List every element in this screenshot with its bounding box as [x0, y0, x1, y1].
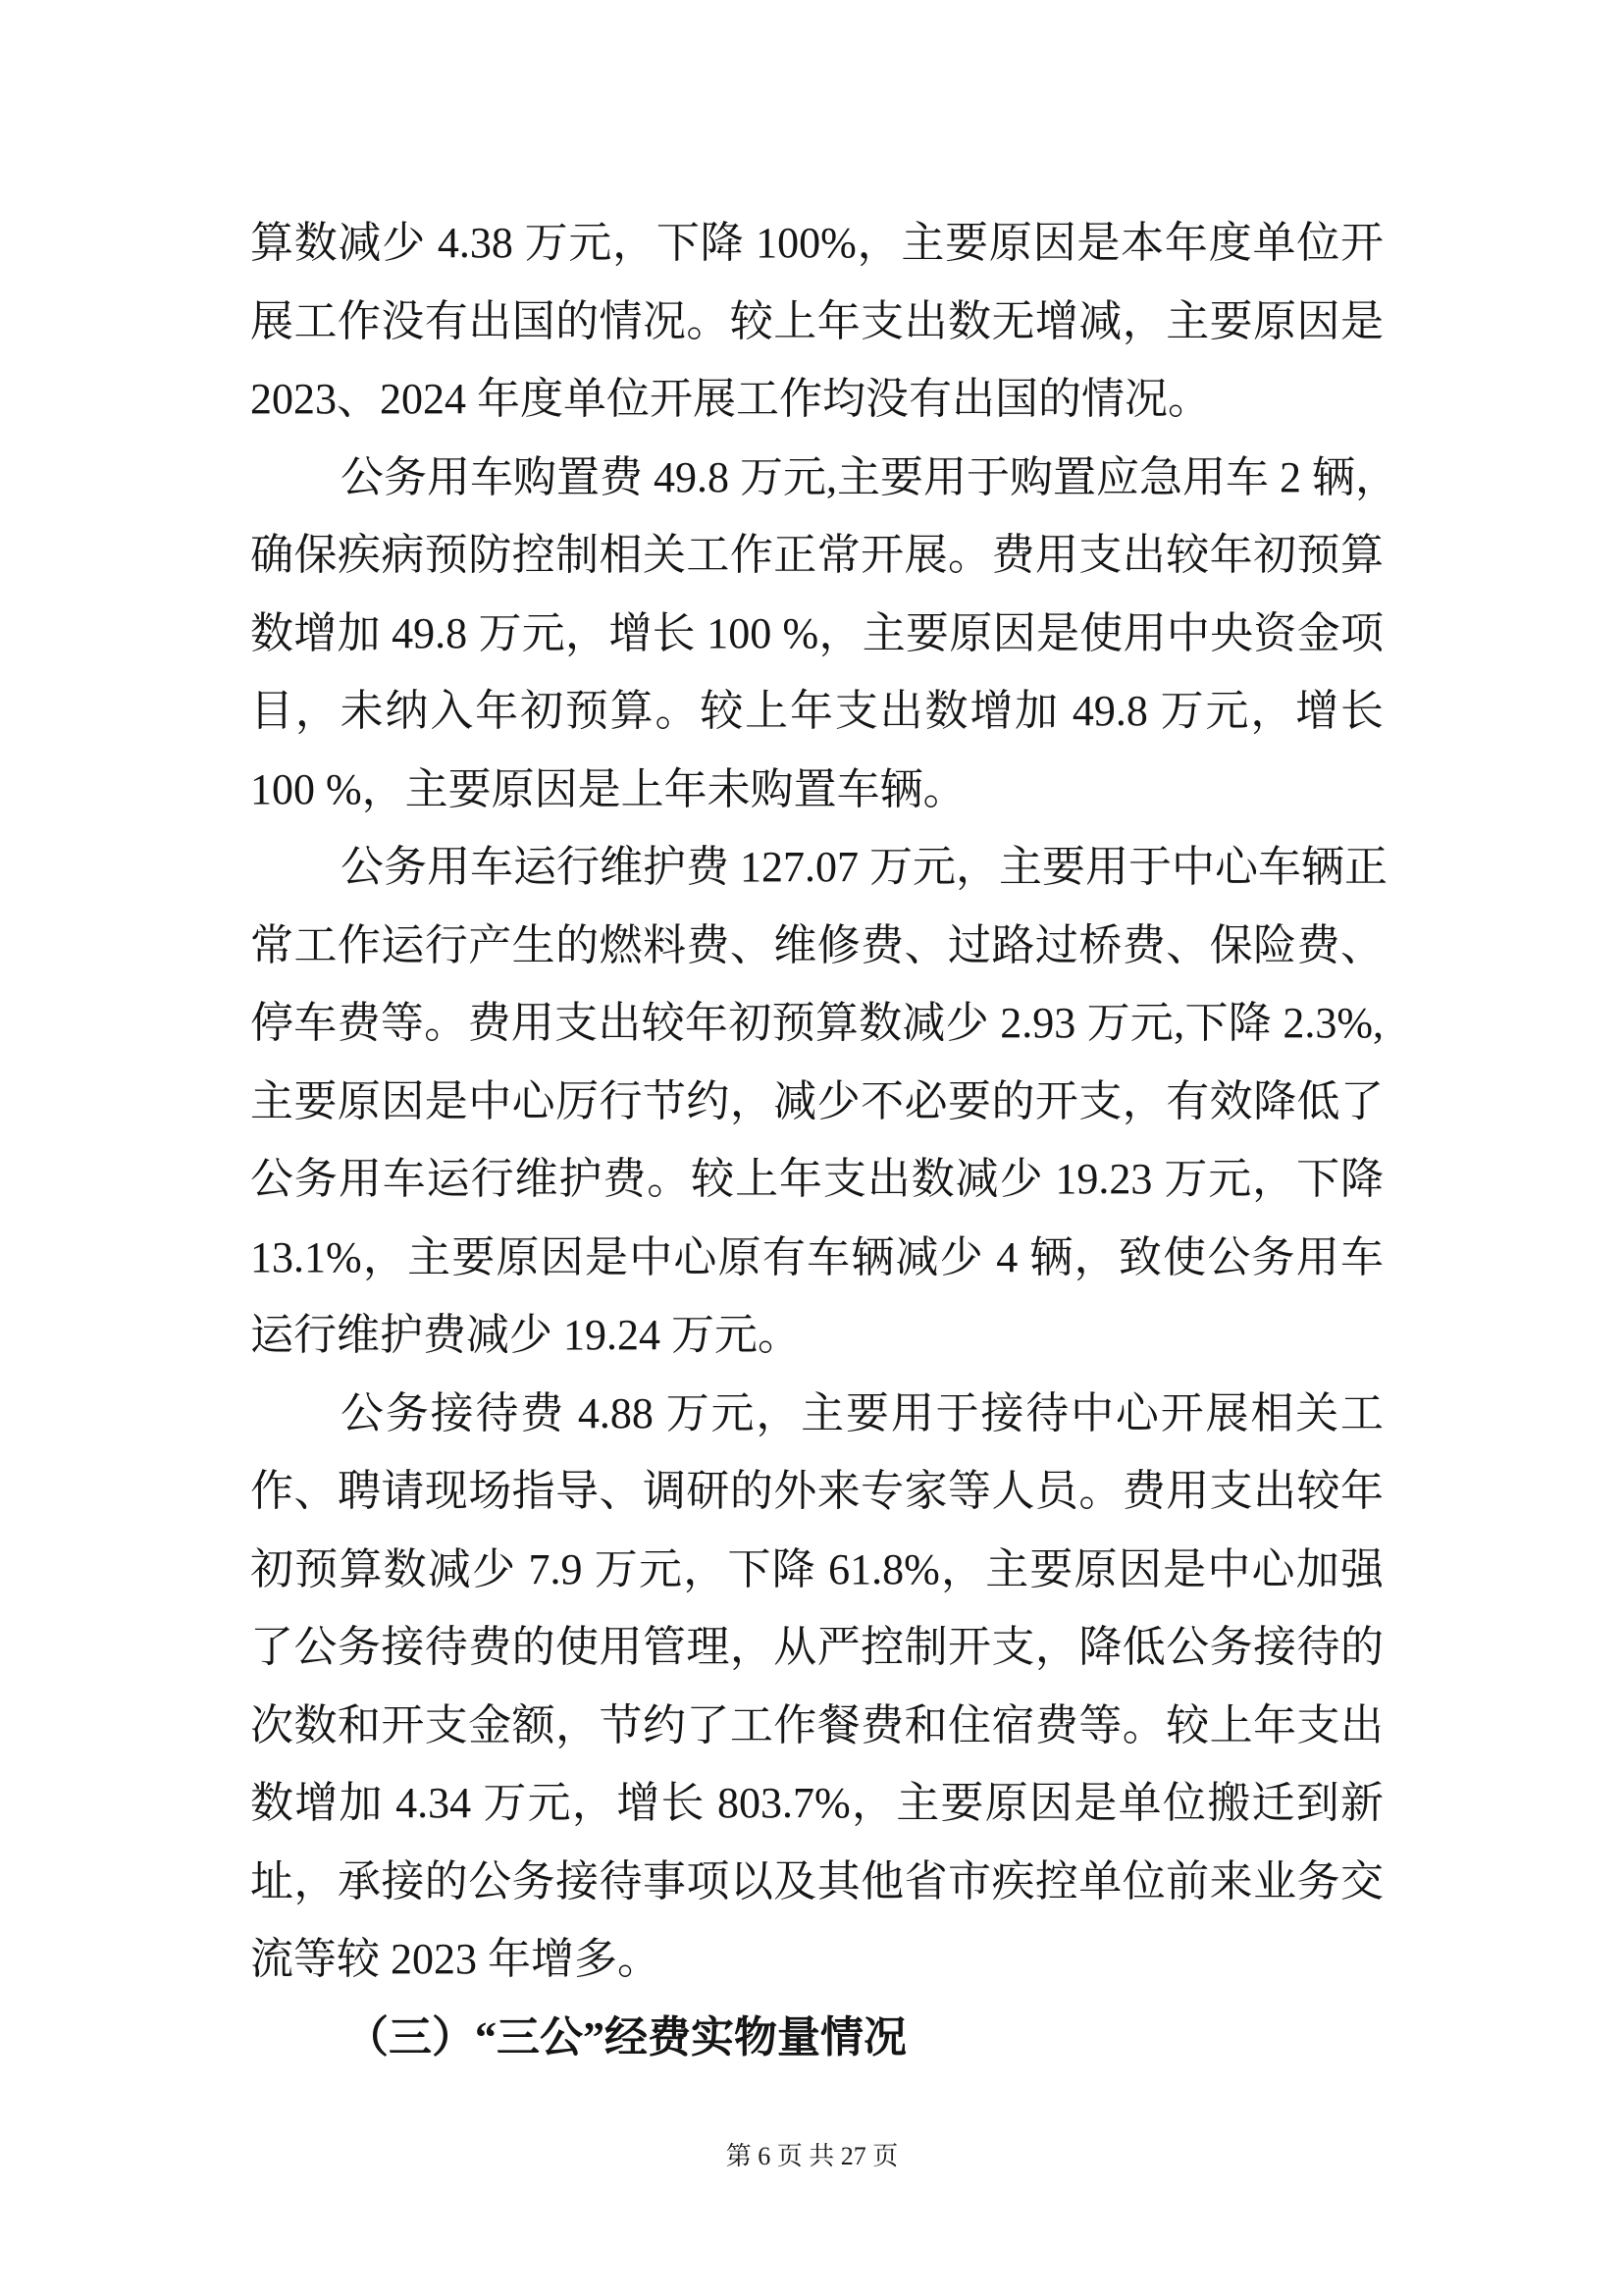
text-line: 址，承接的公务接待事项以及其他省市疾控单位前来业务交	[250, 1856, 1384, 1905]
text-line: 100 %，主要原因是上年未购置车辆。	[250, 764, 967, 813]
text-line: 停车费等。费用支出较年初预算数减少 2.93 万元,下降 2.3%,	[250, 999, 1384, 1047]
text-line: 常工作运行产生的燃料费、维修费、过路过桥费、保险费、	[250, 920, 1384, 969]
text-line: 2023、2024 年度单位开展工作均没有出国的情况。	[250, 375, 1211, 423]
paragraph-vehicle-purchase	[250, 439, 1398, 829]
text-line: 展工作没有出国的情况。较上年支出数无增减，主要原因是	[250, 296, 1384, 345]
paragraph-vehicle-operation	[250, 828, 1388, 1375]
text-line: 初预算数减少 7.9 万元，下降 61.8%，主要原因是中心加强	[250, 1544, 1384, 1593]
page-footer: 第 6 页 共 27 页	[725, 2142, 899, 2170]
text-line: 流等较 2023 年增多。	[250, 1935, 660, 1983]
section-heading: （三）“三公”经费实物量情况	[345, 2012, 907, 2061]
text-line: 公务用车购置费 49.8 万元,主要用于购置应急用车 2 辆，	[341, 452, 1398, 501]
text-line: 公务用车运行维护费 127.07 万元，主要用于中心车辆正	[341, 843, 1388, 891]
paragraph-outbound-travel-continued	[250, 204, 1384, 439]
text-line: 次数和开支金额，节约了工作餐费和住宿费等。较上年支出	[250, 1700, 1384, 1749]
document-body	[250, 204, 1398, 2076]
text-line: 主要原因是中心厉行节约，减少不必要的开支，有效降低了	[250, 1076, 1384, 1125]
text-line: 算数减少 4.38 万元，下降 100%，主要原因是本年度单位开	[250, 219, 1384, 267]
text-line: 目，未纳入年初预算。较上年支出数增加 49.8 万元，增长	[250, 687, 1384, 735]
text-line: 作、聘请现场指导、调研的外来专家等人员。费用支出较年	[250, 1467, 1384, 1515]
text-line: 公务接待费 4.88 万元，主要用于接待中心开展相关工	[341, 1388, 1384, 1437]
text-line: 了公务接待费的使用管理，从严控制开支，降低公务接待的	[250, 1623, 1384, 1671]
text-line: 运行维护费减少 19.24 万元。	[250, 1311, 801, 1359]
text-line: 数增加 49.8 万元，增长 100 %，主要原因是使用中央资金项	[250, 608, 1384, 657]
text-line: 公务用车运行维护费。较上年支出数减少 19.23 万元，下降	[250, 1155, 1384, 1203]
paragraph-official-reception	[250, 1375, 1384, 1999]
text-line: 13.1%，主要原因是中心原有车辆减少 4 辆，致使公务用车	[250, 1232, 1384, 1281]
text-line: 数增加 4.34 万元，增长 803.7%，主要原因是单位搬迁到新	[250, 1779, 1384, 1827]
text-line: 确保疾病预防控制相关工作正常开展。费用支出较年初预算	[250, 531, 1384, 579]
